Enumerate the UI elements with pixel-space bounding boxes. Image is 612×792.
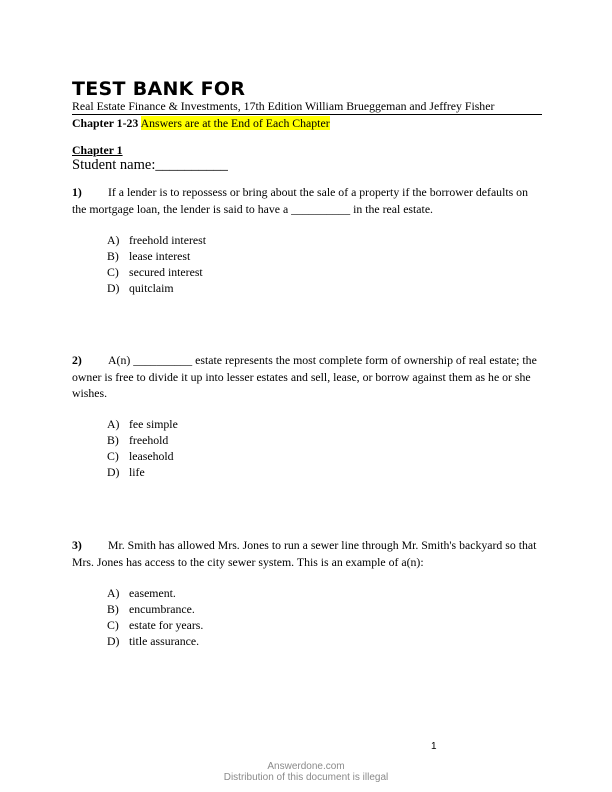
page-number: 1 — [431, 741, 437, 752]
option-d: D) life — [107, 465, 145, 479]
question-1 — [72, 184, 542, 217]
question-2-options — [107, 416, 178, 480]
question-text: Mr. Smith has allowed Mrs. Jones to run a sewer line through Mr. Smith's backyard so that Mrs. Jones has access to the city sewer system. This is an example of a(n): — [72, 538, 537, 569]
question-3-options — [107, 585, 203, 649]
option-d: D) title assurance. — [107, 634, 200, 648]
question-2 — [72, 352, 542, 402]
answers-note-highlight: Answers are at the End of Each Chapter — [140, 116, 330, 130]
footer-notice: Distribution of this document is illegal — [223, 772, 389, 783]
question-number: 3) — [72, 538, 82, 552]
option-a: A) easement. — [107, 586, 176, 600]
option-b: B) lease interest — [107, 249, 191, 263]
question-3 — [72, 537, 542, 570]
option-c: C) estate for years. — [107, 618, 204, 632]
option-d: D) quitclaim — [107, 281, 174, 295]
question-text: A(n) __________ estate represents the most complete form of ownership of real estate; the owner is free to divide it up into lesser estates and sell, lease, or borrow against them as he or she wishes. — [72, 353, 537, 400]
document-title: TEST BANK FOR — [72, 78, 246, 100]
option-b: B) encumbrance. — [107, 602, 195, 616]
question-number: 1) — [72, 185, 82, 199]
book-subtitle: Real Estate Finance & Investments, 17th Edition William Brueggeman and Jeffrey Fisher — [72, 99, 495, 113]
question-number: 2) — [72, 353, 82, 367]
option-b: B) freehold — [107, 433, 169, 447]
footer-site: Answerdone.com — [267, 761, 345, 772]
option-c: C) leasehold — [107, 449, 174, 463]
chapter-heading: Chapter 1 — [72, 143, 123, 157]
question-1-options — [107, 232, 206, 296]
question-text: If a lender is to repossess or bring about the sale of a property if the borrower defaults on the mortgage loan, the lender is said to have a __________ in the real estate. — [72, 185, 528, 216]
student-name-field: Student name:__________ — [72, 157, 228, 173]
option-a: A) fee simple — [107, 417, 178, 431]
option-c: C) secured interest — [107, 265, 203, 279]
chapter-line — [72, 116, 330, 131]
header-rule — [72, 114, 542, 115]
option-a: A) freehold interest — [107, 233, 206, 247]
footer-watermark — [0, 761, 612, 783]
chapter-range: Chapter 1-23 — [72, 116, 139, 130]
